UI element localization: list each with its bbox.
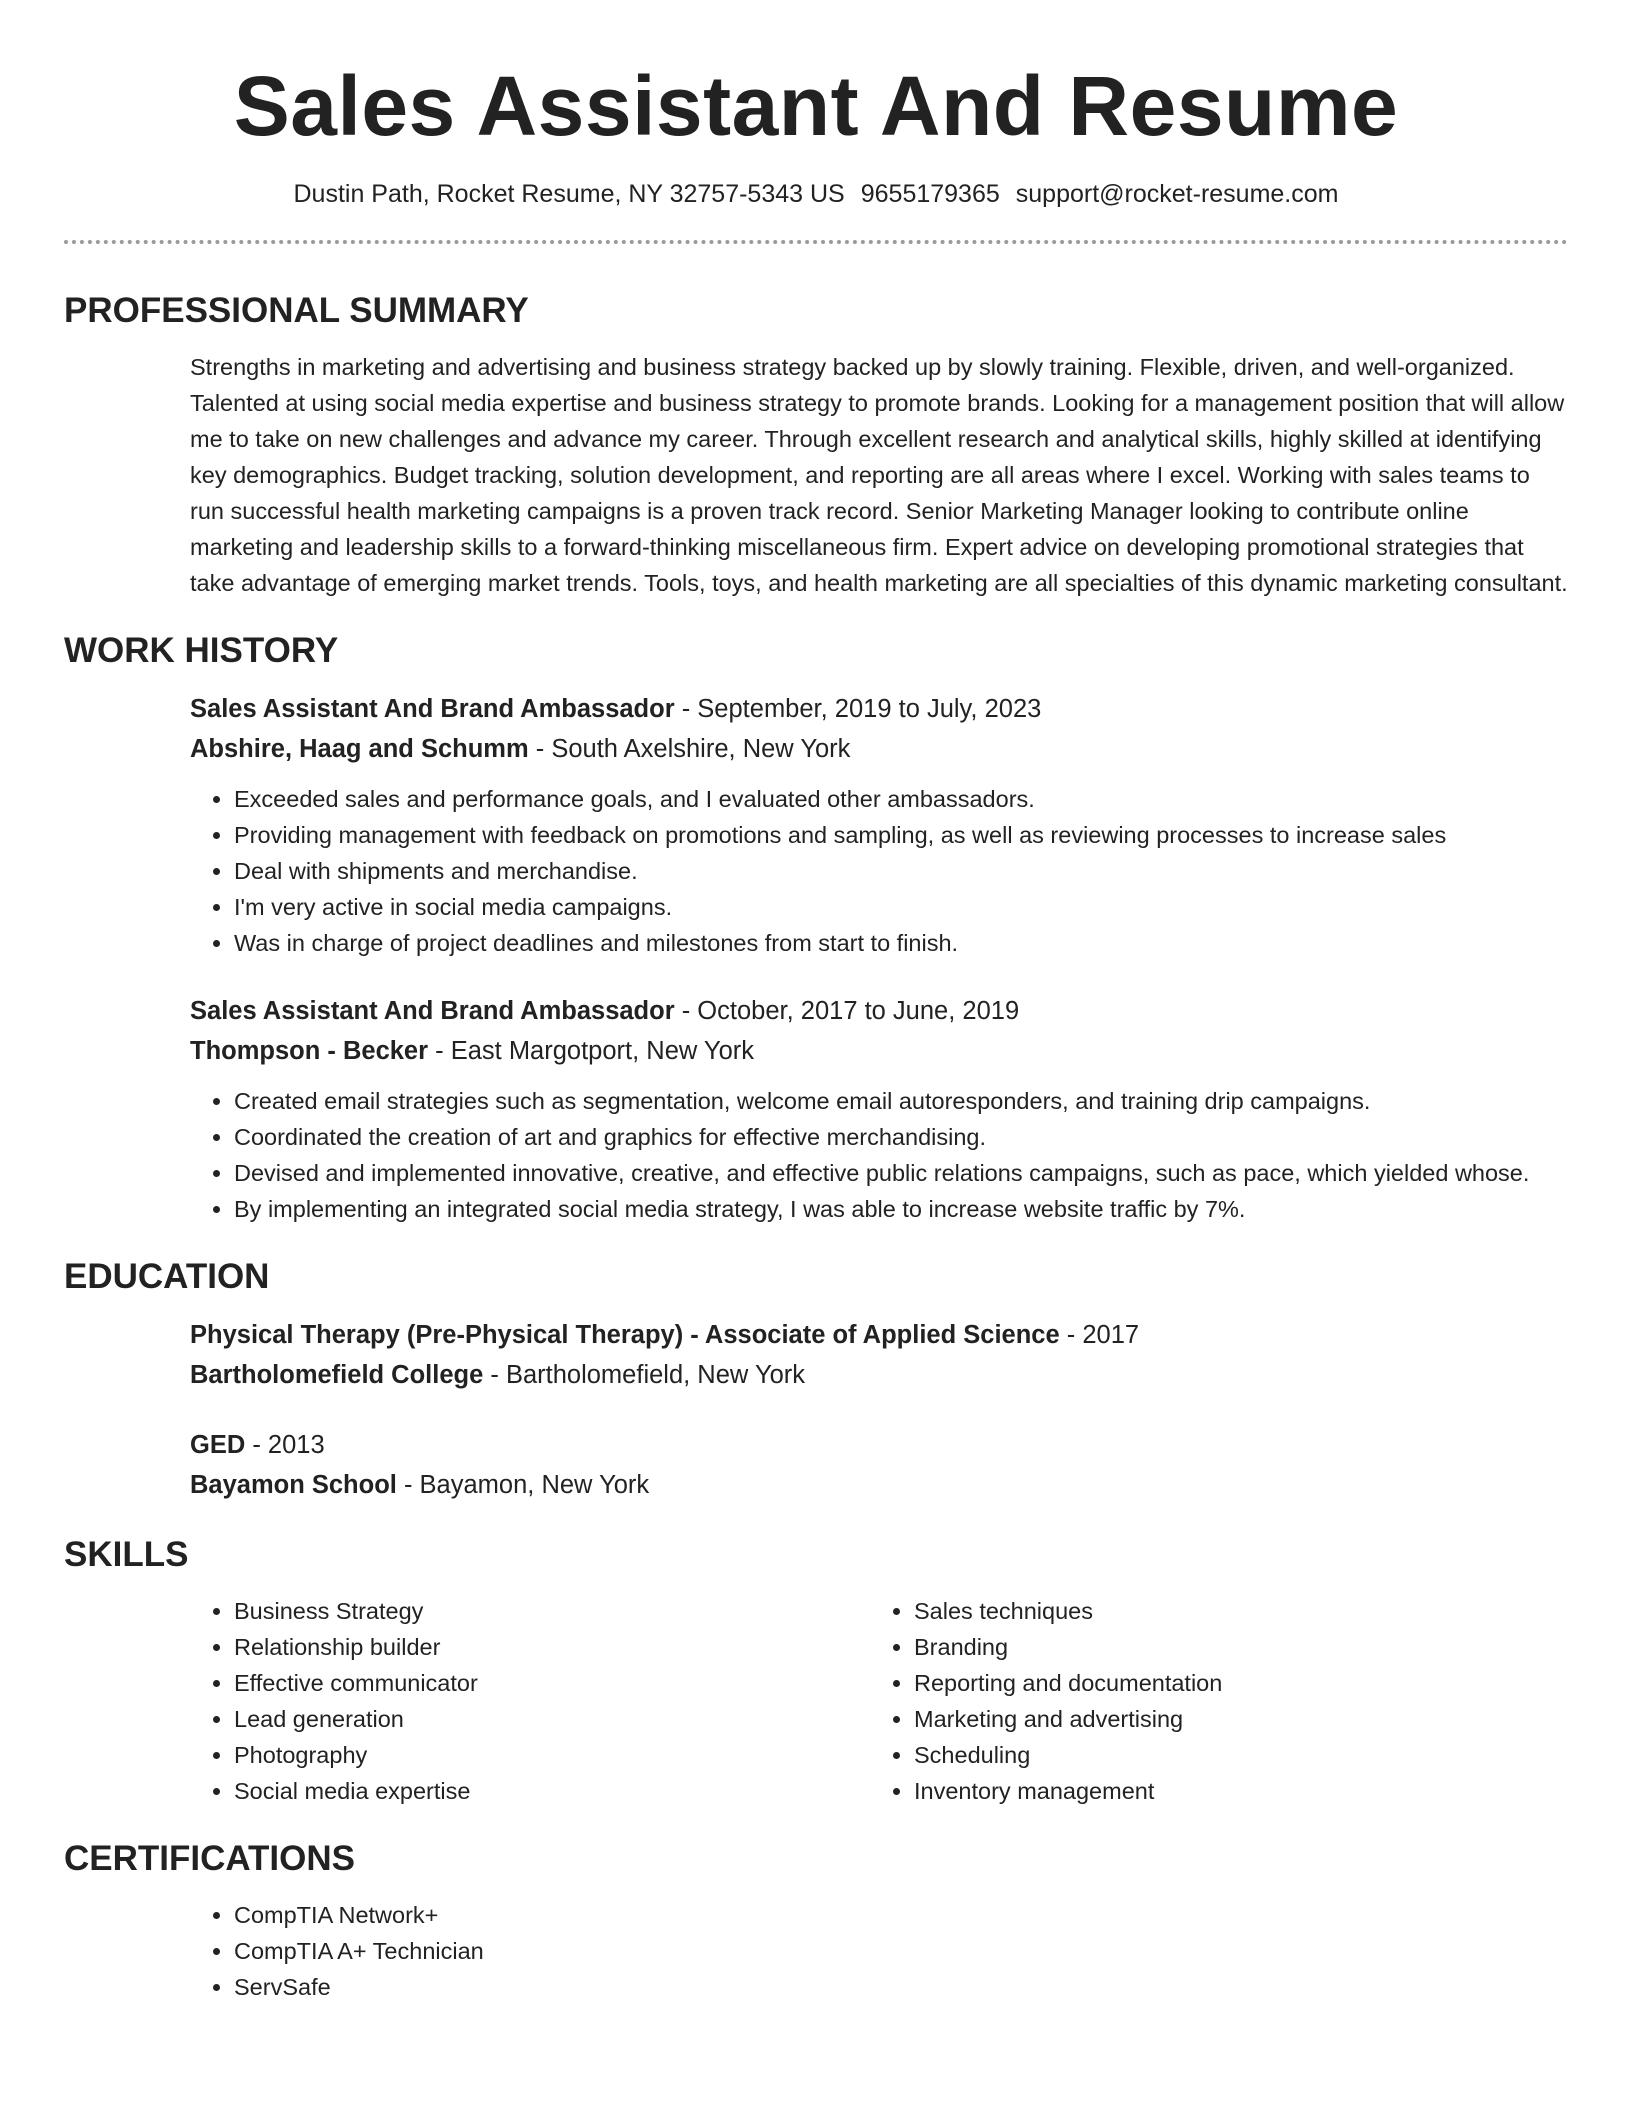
certifications-heading: CERTIFICATIONS <box>64 1839 356 1878</box>
education-location: - Bartholomefield, New York <box>483 1361 806 1389</box>
education-entry <box>190 1315 1568 1395</box>
list-item: • Sales techniques <box>914 1593 1550 1629</box>
contact-address: Dustin Path, Rocket Resume, NY 32757-5343 US <box>293 180 845 208</box>
summary-heading: PROFESSIONAL SUMMARY <box>64 291 529 330</box>
list-item: • Relationship builder <box>234 1629 870 1665</box>
education-section <box>190 1315 1568 1505</box>
education-entry <box>190 1425 1568 1505</box>
skills-column-left <box>190 1593 870 1809</box>
skills-column-right <box>870 1593 1550 1809</box>
job-company-line <box>190 1031 1568 1071</box>
education-school: Bartholomefield College <box>190 1361 484 1389</box>
job-location: - South Axelshire, New York <box>528 735 851 763</box>
summary-text: Strengths in marketing and advertising and business strategy backed up by slowly training. Flexible, driven, and well-organized. Talented at using social media expertise and business strategy to promote brands. Looking for a management position that will allow me to take on new challenges and advance my career. Through excellent research and analytical skills, highly skilled at identifying key demographics. Budget tracking, solution development, and reporting are all areas where I excel. Working with sales teams to run successful health marketing campaigns is a proven track record. Senior Marketing Manager looking to contribute online marketing and leadership skills to a forward-thinking miscellaneous firm. Expert advice on developing promotional strategies that take advantage of emerging market trends. Tools, toys, and health marketing are all specialties of this dynamic marketing consultant. <box>190 354 1568 596</box>
job-company: Thompson - Becker <box>190 1037 429 1065</box>
skills-list-left <box>190 1593 870 1809</box>
contact-phone: 9655179365 <box>860 180 1000 208</box>
certifications-section <box>190 1897 1568 2005</box>
list-item: • Photography <box>234 1737 870 1773</box>
education-degree-line <box>190 1315 1568 1355</box>
list-item: • CompTIA Network+ <box>234 1897 1568 1933</box>
list-item: • Created email strategies such as segmentation, welcome email autoresponders, and training drip campaigns. <box>234 1083 1568 1119</box>
job-company: Abshire, Haag and Schumm <box>190 735 529 763</box>
work-history-section <box>190 689 1568 1227</box>
education-location: - Bayamon, New York <box>396 1471 650 1499</box>
job-dates: - October, 2017 to June, 2019 <box>674 997 1020 1025</box>
list-item: • Scheduling <box>914 1737 1550 1773</box>
list-item: • Providing management with feedback on promotions and sampling, as well as reviewing processes to increase sales <box>234 817 1568 853</box>
list-item: • By implementing an integrated social media strategy, I was able to increase website traffic by 7%. <box>234 1191 1568 1227</box>
education-school: Bayamon School <box>190 1471 397 1499</box>
list-item: • Was in charge of project deadlines and milestones from start to finish. <box>234 925 1568 961</box>
education-heading: EDUCATION <box>64 1257 270 1296</box>
education-school-line <box>190 1465 1568 1505</box>
contact-email: support@rocket-resume.com <box>1015 180 1339 208</box>
job-location: - East Margotport, New York <box>428 1037 755 1065</box>
job-title-line <box>190 689 1568 729</box>
list-item: • Effective communicator <box>234 1665 870 1701</box>
work-history-heading: WORK HISTORY <box>64 631 339 670</box>
skills-list-right <box>870 1593 1550 1809</box>
job-title-line <box>190 991 1568 1031</box>
skills-heading: SKILLS <box>64 1535 189 1574</box>
job-dates: - September, 2019 to July, 2023 <box>674 695 1042 723</box>
education-year: - 2017 <box>1059 1321 1140 1349</box>
list-item: • Reporting and documentation <box>914 1665 1550 1701</box>
resume-page <box>64 0 1568 2005</box>
education-degree: Physical Therapy (Pre-Physical Therapy) - Associate of Applied Science <box>190 1321 1060 1349</box>
skills-section <box>190 1593 1568 1809</box>
education-degree: GED <box>190 1431 246 1459</box>
job-entry <box>190 991 1568 1227</box>
job-company-line <box>190 729 1568 769</box>
list-item: • Marketing and advertising <box>914 1701 1550 1737</box>
list-item: • Exceeded sales and performance goals, and I evaluated other ambassadors. <box>234 781 1568 817</box>
certifications-list <box>190 1897 1568 2005</box>
list-item: • I'm very active in social media campaigns. <box>234 889 1568 925</box>
job-title: Sales Assistant And Brand Ambassador <box>190 695 675 723</box>
resume-title: Sales Assistant And Resume <box>233 59 1399 153</box>
education-school-line <box>190 1355 1568 1395</box>
education-degree-line <box>190 1425 1568 1465</box>
job-entry <box>190 689 1568 961</box>
header-divider <box>64 240 1568 244</box>
list-item: • Lead generation <box>234 1701 870 1737</box>
list-item: • Business Strategy <box>234 1593 870 1629</box>
list-item: • CompTIA A+ Technician <box>234 1933 1568 1969</box>
list-item: • Inventory management <box>914 1773 1550 1809</box>
education-year: - 2013 <box>245 1431 325 1459</box>
list-item: • Deal with shipments and merchandise. <box>234 853 1568 889</box>
list-item: • Coordinated the creation of art and graphics for effective merchandising. <box>234 1119 1568 1155</box>
list-item: • Branding <box>914 1629 1550 1665</box>
list-item: • Devised and implemented innovative, creative, and effective public relations campaigns, such as pace, which yielded whose. <box>234 1155 1568 1191</box>
summary-section <box>190 349 1568 601</box>
job-duties-list <box>190 781 1568 961</box>
list-item: • ServSafe <box>234 1969 1568 2005</box>
contact-line <box>64 178 1568 210</box>
list-item: • Social media expertise <box>234 1773 870 1809</box>
job-duties-list <box>190 1083 1568 1227</box>
job-title: Sales Assistant And Brand Ambassador <box>190 997 675 1025</box>
